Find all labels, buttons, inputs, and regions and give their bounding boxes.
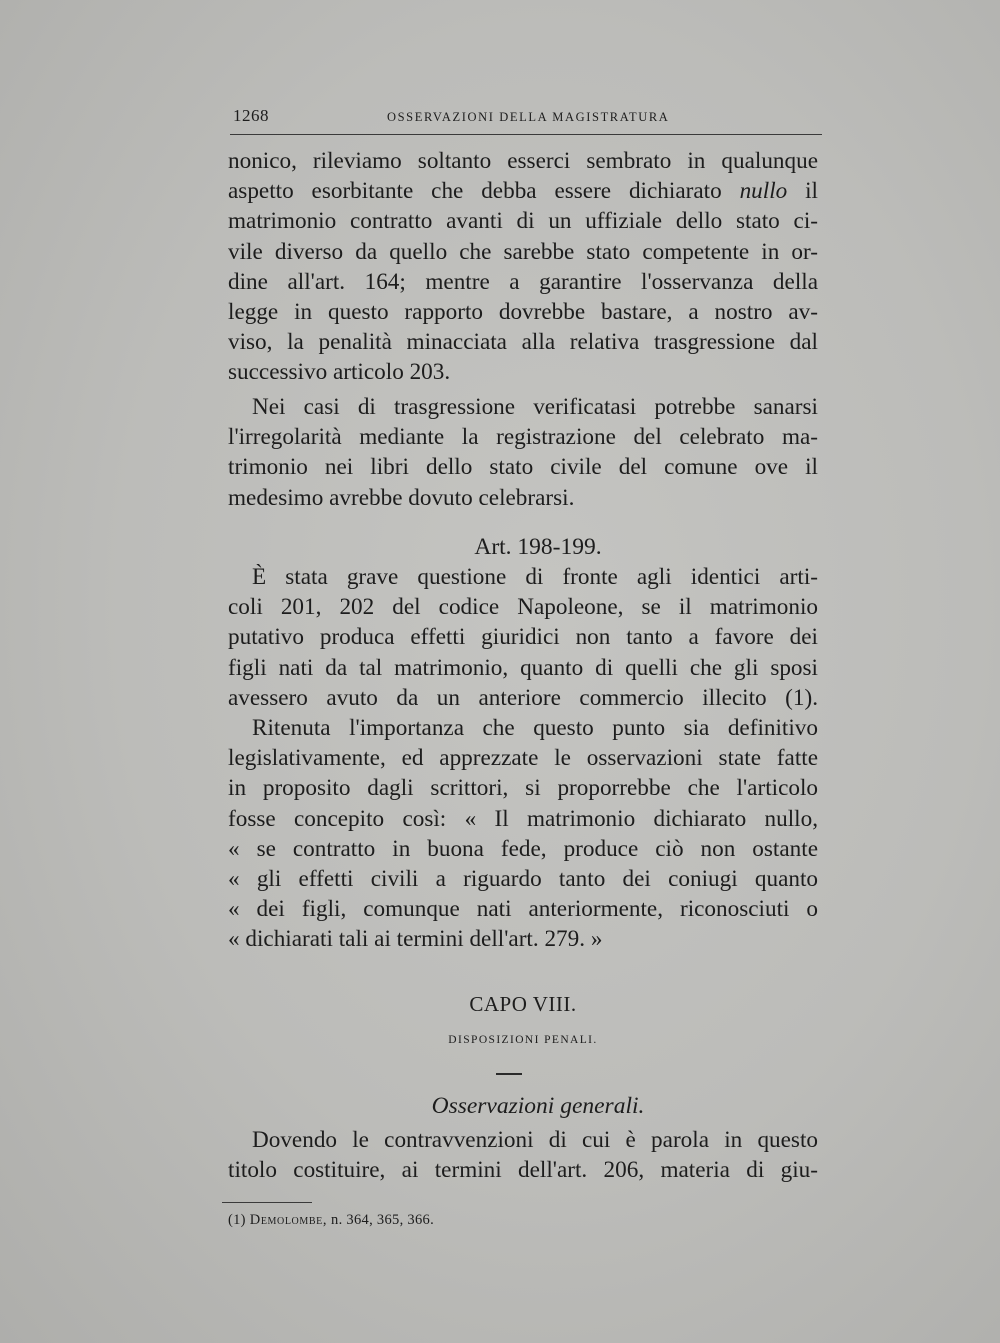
text-line: trimonio nei libri dello stato civile del comune ove il [228, 454, 818, 481]
text-line: legislativamente, ed apprezzate le osservazioni state fatte [228, 745, 818, 772]
text-line: nonico, rileviamo soltanto esserci sembrato in qualunque [228, 148, 818, 174]
footnote-author: Demolombe, [249, 1212, 328, 1228]
text-line: « dichiarati tali ai termini dell'art. 279. » [228, 926, 603, 953]
text-line: « gli effetti civili a riguardo tanto dei coniugi quanto [228, 866, 818, 893]
text-line: viso, la penalità minacciata alla relativa trasgressione dal [228, 329, 818, 356]
text-line: Nei casi di trasgressione verificatasi potrebbe sanarsi [252, 394, 818, 420]
text-line: putativo produca effetti giuridici non tanto a favore dei [228, 624, 818, 651]
text-line: medesimo avrebbe dovuto celebrarsi. [228, 484, 575, 511]
text-line: Dovendo le contravvenzioni di cui è parola in questo [252, 1127, 818, 1153]
text-line: aspetto esorbitante che debba essere dichiarato nullo il [228, 178, 818, 205]
paragraph-continuation [228, 146, 818, 388]
text-line: È stata grave questione di fronte agli identici arti- [252, 564, 818, 590]
article-heading: Art. 198-199. [474, 534, 602, 560]
text-line: titolo costituire, ai termini dell'art. 206, materia di giu- [228, 1157, 818, 1184]
paragraph-irregularity [228, 392, 818, 513]
text-line: dine all'art. 164; mentre a garantire l'osservanza della [228, 268, 818, 295]
text-line: « se contratto in buona fede, produce ciò non ostante [228, 835, 818, 862]
text-line: successivo articolo 203. [228, 359, 451, 386]
section-divider [496, 1073, 522, 1075]
text-line: « dei figli, comunque nati anteriormente, riconosciuti o [228, 896, 818, 923]
footnote [228, 1212, 434, 1229]
chapter-title: CAPO VIII. [469, 992, 577, 1016]
italic-word: nullo [739, 178, 788, 205]
page-header [230, 104, 822, 135]
footnote-text: n. 364, 365, 366. [331, 1212, 434, 1228]
text-line: in proposito dagli scrittori, si proporrebbe che l'articolo [228, 775, 818, 802]
text-line: figli nati da tal matrimonio, quanto di quelli che gli sposi [228, 654, 818, 681]
text-line: fosse concepito così: « Il matrimonio dichiarato nullo, [228, 805, 818, 832]
paragraph-penal-intro [228, 1125, 818, 1185]
text-line: matrimonio contratto avanti di un uffiziale dello stato ci- [228, 208, 818, 235]
section-title: Osservazioni generali. [431, 1093, 645, 1119]
text-line: l'irregolarità mediante la registrazione del celebrato ma- [228, 424, 818, 451]
text-line: avessero avuto da un anteriore commercio illecito (1). [228, 684, 818, 711]
footnote-marker: (1) [228, 1212, 246, 1228]
footnote-rule [222, 1202, 312, 1203]
text-line: legge in questo rapporto dovrebbe bastare, a nostro av- [228, 299, 818, 326]
paragraph-article-body [228, 562, 818, 955]
chapter-subtitle: DISPOSIZIONI PENALI. [448, 1034, 598, 1046]
text-line: vile diverso da quello che sarebbe stato competente in or- [228, 238, 818, 265]
running-head: OSSERVAZIONI DELLA MAGISTRATURA [387, 110, 670, 124]
text-line: Ritenuta l'importanza che questo punto sia definitivo [252, 715, 818, 742]
text-line: coli 201, 202 del codice Napoleone, se il matrimonio [228, 594, 818, 621]
page-number: 1268 [233, 106, 269, 125]
